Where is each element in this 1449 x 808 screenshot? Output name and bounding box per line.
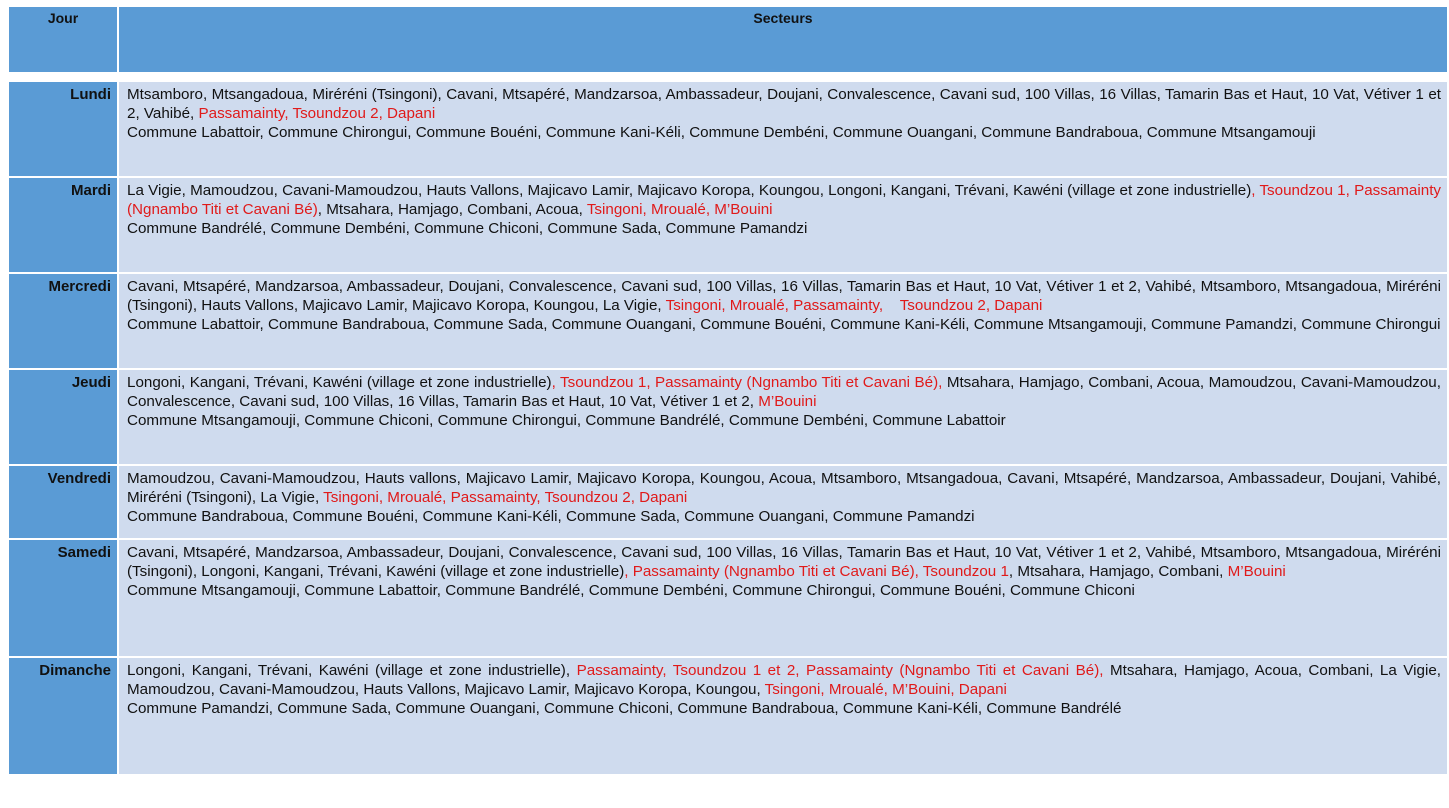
quarters-text: , Mtsahara, Hamjago, Combani, Acoua, <box>317 201 583 218</box>
sectors-cell-vendredi <box>118 465 1448 539</box>
quarters-line <box>127 181 1441 219</box>
highlighted-quarters-text: , Tsoundzou 1, Passamainty (Ngnambo Titi et Cavani Bé) <box>127 182 1442 218</box>
highlighted-quarters-text: Tsingoni, Mroualé, M’Bouini, Dapani <box>764 681 1007 698</box>
quarters-text: Mamoudzou, Cavani-Mamoudzou, Hauts vallons, Majicavo Lamir, Majicavo Koropa, Koungou, Acoua, Mtsamboro, Mtsangadoua, Cavani, Mtsapéré, Mandzarsoa, Ambassadeur, Doujani, Vahibé, Miréréni (Tsingoni), La Vigie, <box>127 470 1441 506</box>
quarters-line <box>127 373 1441 411</box>
header-day: Jour <box>8 6 118 73</box>
quarters-line <box>127 85 1441 123</box>
day-cell-vendredi: Vendredi <box>8 465 118 539</box>
header-row <box>8 6 1448 73</box>
table-row-jeudi <box>8 369 1448 465</box>
table-row-dimanche <box>8 657 1448 775</box>
communes-line: Commune Bandraboua, Commune Bouéni, Commune Kani-Kéli, Commune Sada, Commune Ouangani, Commune Pamandzi <box>127 508 975 525</box>
quarters-text: Cavani, Mtsapéré, Mandzarsoa, Ambassadeur, Doujani, Convalescence, Cavani sud, 100 Villas, 16 Villas, Tamarin Bas et Haut, 10 Vat, Vétiver 1 et 2, Vahibé, Mtsamboro, Mtsangadoua, Miréréni (Tsingoni), Hauts Vallons, Majicavo Lamir, Majicavo Koropa, Koungou, La Vigie, <box>127 278 1441 314</box>
table-row-samedi <box>8 539 1448 657</box>
sectors-cell-dimanche <box>118 657 1448 775</box>
highlighted-quarters-text: Passamainty, Tsoundzou 1 et 2, Passamainty (Ngnambo Titi et Cavani Bé), <box>576 662 1104 679</box>
day-cell-mardi: Mardi <box>8 177 118 273</box>
table-row-mardi <box>8 177 1448 273</box>
highlighted-quarters-text: M’Bouini <box>758 393 817 410</box>
day-cell-lundi: Lundi <box>8 81 118 177</box>
sectors-cell-mardi <box>118 177 1448 273</box>
highlighted-quarters-text: Tsingoni, Mroualé, Passamainty, Tsoundzou 2, Dapani <box>323 489 688 506</box>
day-cell-mercredi: Mercredi <box>8 273 118 369</box>
day-cell-jeudi: Jeudi <box>8 369 118 465</box>
quarters-text: Mtsahara, Hamjago, Acoua, Combani, La Vigie, Mamoudzou, Cavani-Mamoudzou, Hauts Vallons, Majicavo Lamir, Majicavo Koropa, Koungou, <box>127 662 1441 698</box>
quarters-line <box>127 661 1441 699</box>
sectors-cell-mercredi <box>118 273 1448 369</box>
sectors-cell-samedi <box>118 539 1448 657</box>
quarters-text: Mtsahara, Hamjago, Combani, Acoua, Mamoudzou, Cavani-Mamoudzou, Convalescence, Cavani sud, 100 Villas, 16 Villas, Tamarin Bas et Haut, 10 Vat, Vétiver 1 et 2, <box>127 374 1441 410</box>
table-row-lundi <box>8 81 1448 177</box>
header-sectors: Secteurs <box>118 6 1448 73</box>
sectors-cell-lundi <box>118 81 1448 177</box>
quarters-text: La Vigie, Mamoudzou, Cavani-Mamoudzou, Hauts Vallons, Majicavo Lamir, Majicavo Koropa, Koungou, Longoni, Kangani, Trévani, Kawéni (village et zone industrielle) <box>127 182 1252 199</box>
table-row-mercredi <box>8 273 1448 369</box>
table-row-vendredi <box>8 465 1448 539</box>
communes-line: Commune Bandrélé, Commune Dembéni, Commune Chiconi, Commune Sada, Commune Pamandzi <box>127 220 808 237</box>
communes-line: Commune Labattoir, Commune Bandraboua, Commune Sada, Commune Ouangani, Commune Bouéni, Commune Kani-Kéli, Commune Mtsangamouji, Commune Pamandzi, Commune Chirongui <box>127 316 1441 333</box>
highlighted-quarters-text: , Passamainty (Ngnambo Titi et Cavani Bé), Tsoundzou 1 <box>624 563 1009 580</box>
collection-schedule-table-wrapper <box>7 5 1447 776</box>
communes-line: Commune Pamandzi, Commune Sada, Commune Ouangani, Commune Chiconi, Commune Bandraboua, Commune Kani-Kéli, Commune Bandrélé <box>127 700 1122 717</box>
quarters-line <box>127 543 1441 581</box>
quarters-text: Longoni, Kangani, Trévani, Kawéni (village et zone industrielle), <box>127 662 571 679</box>
highlighted-quarters-text: , Tsoundzou 1, Passamainty (Ngnambo Titi et Cavani Bé), <box>551 374 943 391</box>
highlighted-quarters-text: Tsingoni, Mroualé, M’Bouini <box>586 201 773 218</box>
collection-schedule-table <box>7 5 1449 776</box>
quarters-text: Longoni, Kangani, Trévani, Kawéni (village et zone industrielle) <box>127 374 552 391</box>
highlighted-quarters-text: Passamainty, Tsoundzou 2, Dapani <box>198 105 436 122</box>
quarters-text: Mtsamboro, Mtsangadoua, Miréréni (Tsingoni), Cavani, Mtsapéré, Mandzarsoa, Ambassadeur, Doujani, Convalescence, Cavani sud, 100 Villas, 16 Villas, Tamarin Bas et Haut, 10 Vat, Vétiver 1 et 2, Vahibé, <box>127 86 1441 122</box>
quarters-line <box>127 469 1441 507</box>
sectors-cell-jeudi <box>118 369 1448 465</box>
quarters-text: , Mtsahara, Hamjago, Combani, <box>1008 563 1224 580</box>
communes-line: Commune Mtsangamouji, Commune Labattoir, Commune Bandrélé, Commune Dembéni, Commune Chirongui, Commune Bouéni, Commune Chiconi <box>127 582 1135 599</box>
quarters-line <box>127 277 1441 315</box>
highlighted-quarters-text: M’Bouini <box>1227 563 1286 580</box>
communes-line: Commune Labattoir, Commune Chirongui, Commune Bouéni, Commune Kani-Kéli, Commune Dembéni, Commune Ouangani, Commune Bandraboua, Commune Mtsangamouji <box>127 124 1316 141</box>
highlighted-quarters-text: Tsingoni, Mroualé, Passamainty, Tsoundzou 2, Dapani <box>665 297 1043 314</box>
day-cell-dimanche: Dimanche <box>8 657 118 775</box>
quarters-text: Cavani, Mtsapéré, Mandzarsoa, Ambassadeur, Doujani, Convalescence, Cavani sud, 100 Villas, 16 Villas, Tamarin Bas et Haut, 10 Vat, Vétiver 1 et 2, Vahibé, Mtsamboro, Mtsangadoua, Miréréni (Tsingoni), Longoni, Kangani, Trévani, Kawéni (village et zone industrielle) <box>127 544 1441 580</box>
communes-line: Commune Mtsangamouji, Commune Chiconi, Commune Chirongui, Commune Bandrélé, Commune Dembéni, Commune Labattoir <box>127 412 1006 429</box>
day-cell-samedi: Samedi <box>8 539 118 657</box>
